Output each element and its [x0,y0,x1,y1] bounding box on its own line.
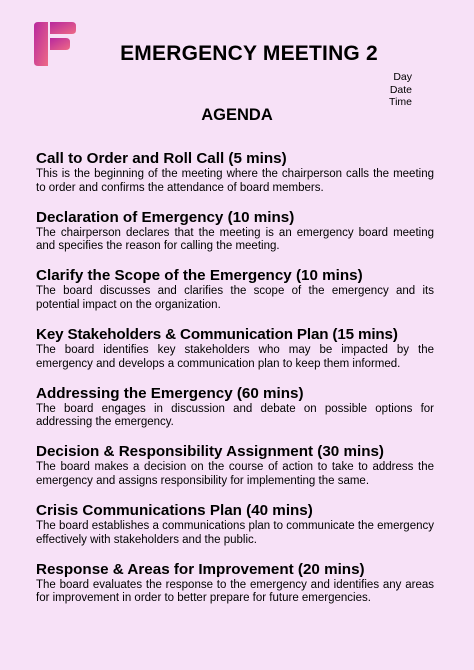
agenda-item-description: The board identifies key stakeholders who may be impacted by the emergency and develops a communication plan to keep them informed. [36,344,434,370]
agenda-item-description: The board evaluates the response to the emergency and identifies any areas for improvement in order to better prepare for future emergencies. [36,578,434,605]
agenda-heading: AGENDA [201,106,273,124]
agenda-item-title: Response & Areas for Improvement (20 mins) [36,560,365,578]
agenda-item-description: The chairperson declares that the meeting is an emergency board meeting and specifies the reason for calling the meeting. [36,226,434,253]
day-label: Day [393,71,412,83]
agenda-item-description: The board engages in discussion and debate on possible options for addressing the emergency. [36,402,434,429]
agenda-item [36,209,434,254]
agenda-item-description: The board establishes a communications plan to communicate the emergency effectively with stakeholders and the public. [36,520,434,546]
agenda-item-description: The board discusses and clarifies the scope of the emergency and its potential impact on the organization. [36,285,434,311]
agenda-item-title: Decision & Responsibility Assignment (30 mins) [36,443,384,461]
agenda-item-title: Addressing the Emergency (60 mins) [36,384,304,402]
agenda-item [36,502,434,547]
agenda-item-title: Call to Order and Roll Call (5 mins) [36,150,287,167]
date-label: Date [389,83,412,96]
agenda-item-title: Declaration of Emergency (10 mins) [36,208,295,226]
agenda-item [36,150,434,195]
agenda-item-title: Key Stakeholders & Communication Plan (15 mins) [36,326,398,344]
agenda-item [36,561,434,606]
agenda-item [36,267,434,312]
agenda-item [36,385,434,430]
meeting-meta [389,71,412,109]
agenda-item-title: Clarify the Scope of the Emergency (10 mins) [36,267,363,285]
agenda-item-description: This is the beginning of the meeting where the chairperson calls the meeting to order and confirms the attendance of board members. [36,168,434,194]
agenda-item [36,443,434,488]
agenda-list [36,150,434,620]
agenda-item [36,326,434,371]
agenda-item-description: The board makes a decision on the course of action to take to address the emergency and assigns responsibility for implementing the same. [36,461,434,488]
time-label: Time [389,96,412,109]
agenda-item-title: Crisis Communications Plan (40 mins) [36,502,313,520]
page-title: EMERGENCY MEETING 2 [120,42,378,65]
